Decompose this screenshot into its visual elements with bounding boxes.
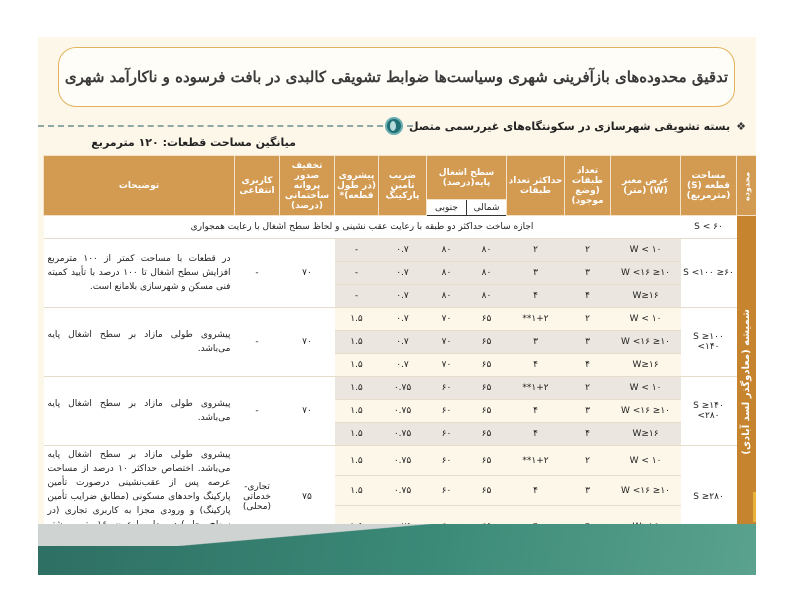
permit-discount-cell: ۷۰: [280, 377, 335, 446]
section-title: بسته تشویقی شهرسازی در سکونتگاه‌های غیررسمی متصل: [408, 119, 731, 133]
north-coverage-cell: ۶۵: [467, 423, 507, 446]
header-road-width: عرض معبر (W) (متر): [611, 156, 681, 216]
parking-factor-cell: ۰.۷: [379, 308, 427, 331]
title-box: [58, 47, 735, 107]
header-permit-discount: تخفیف صدور پروانه ساختمانی (درصد): [280, 156, 335, 216]
max-floors-cell: ۴: [507, 476, 565, 506]
notes-cell: در قطعات با مساحت کمتر از ۱۰۰ مترمربع افزایش سطح اشغال تا ۱۰۰ درصد با تأیید کمیته فنی مسکن و شهرسازی بلامانع است.: [44, 239, 235, 308]
header-base-coverage: سطح اشغال پایه(درصد): [427, 156, 507, 200]
lot-area-cell: ۱۴۰≤ S <۲۸۰: [681, 377, 737, 446]
max-floors-cell: ۱+۲**: [507, 308, 565, 331]
north-coverage-cell: ۶۵: [467, 377, 507, 400]
road-width-cell: W < ۱۰: [611, 308, 681, 331]
floors-existing-cell: ۲: [565, 239, 611, 262]
floors-existing-cell: ۴: [565, 354, 611, 377]
transfer-use-cell: -: [235, 239, 280, 308]
south-coverage-cell: ۶۰: [427, 400, 467, 423]
floors-existing-cell: ۴: [565, 423, 611, 446]
south-coverage-cell: ۷۰: [427, 331, 467, 354]
header-zone: محدوده: [737, 156, 757, 216]
transfer-use-cell: تجاری- خدماتی (محلی): [235, 446, 280, 549]
lot-area-cell: S < ۶۰: [681, 216, 737, 239]
transfer-use-cell: -: [235, 308, 280, 377]
average-area-label: میانگین مساحت قطعات: ۱۲۰ مترمربع: [91, 136, 296, 149]
setback-cell: ۱.۵: [335, 446, 379, 476]
transfer-use-cell: -: [235, 377, 280, 446]
lot-area-cell: S ≥۲۸۰: [681, 446, 737, 549]
south-coverage-cell: ۸۰: [427, 285, 467, 308]
accent-bar: [753, 492, 756, 522]
parking-factor-cell: ۰.۷۵: [379, 446, 427, 476]
max-floors-cell: ۱+۲**: [507, 446, 565, 476]
parking-factor-cell: ۰.۷۵: [379, 476, 427, 506]
parking-factor-cell: ۰.۷: [379, 239, 427, 262]
floors-existing-cell: ۲: [565, 377, 611, 400]
setback-cell: ۱.۵: [335, 308, 379, 331]
max-floors-cell: ۳: [507, 331, 565, 354]
road-width-cell: W < ۱۰: [611, 377, 681, 400]
max-floors-cell: ۱+۲**: [507, 377, 565, 400]
road-width-cell: ۱۰≤ W <۱۶: [611, 400, 681, 423]
setback-cell: -: [335, 285, 379, 308]
parking-factor-cell: ۰.۷: [379, 285, 427, 308]
header-south: جنوبی: [427, 200, 467, 216]
max-floors-cell: ۲: [507, 239, 565, 262]
parking-factor-cell: ۰.۷۵: [379, 423, 427, 446]
south-coverage-cell: ۷۰: [427, 354, 467, 377]
north-coverage-cell: ۸۰: [467, 239, 507, 262]
permit-discount-cell: ۷۵: [280, 446, 335, 549]
setback-cell: ۱.۵: [335, 331, 379, 354]
floors-existing-cell: ۳: [565, 400, 611, 423]
header-north: شمالی: [467, 200, 507, 216]
slide: [38, 37, 756, 575]
notes-cell: پیشروی طولی مازاد بر سطح اشغال پایه می‌باشد.: [44, 377, 235, 446]
road-width-cell: W≥۱۶: [611, 354, 681, 377]
header-parking-factor: ضریب تأمین پارکینگ: [379, 156, 427, 216]
north-coverage-cell: ۶۵: [467, 308, 507, 331]
setback-cell: -: [335, 239, 379, 262]
footer-band: [38, 524, 756, 575]
notes-cell: پیشروی طولی مازاد بر سطح اشغال پایه می‌باشد. اختصاص حداکثر ۱۰ درصد از مساحت عرصه پس از عقب‌نشینی درصورت تأمین پارکینگ واحدهای مسکونی (مطابق ضرایب تأمین پارکینگ) و ورودی مجزا به کاربری تجاری (در: [44, 446, 235, 549]
parking-factor-cell: ۰.۷۵: [379, 400, 427, 423]
permit-discount-cell: ۷۰: [280, 239, 335, 308]
south-coverage-cell: ۷۰: [427, 308, 467, 331]
max-floors-cell: ۳: [507, 262, 565, 285]
section-heading: [385, 117, 746, 135]
north-coverage-cell: ۸۰: [467, 262, 507, 285]
floors-existing-cell: ۳: [565, 262, 611, 285]
road-width-cell: W≥۱۶: [611, 285, 681, 308]
header-lot-area: مساحت قطعه (S) (مترمربع): [681, 156, 737, 216]
permit-discount-cell: ۷۰: [280, 308, 335, 377]
disc-icon: [385, 117, 403, 135]
small-lot-note: اجازه ساخت حداکثر دو طبقه با رعایت عقب نشینی و لحاظ سطح اشغال با رعایت همجواری: [44, 216, 681, 239]
table-row: [44, 216, 757, 239]
max-floors-cell: ۴: [507, 423, 565, 446]
table-row: [44, 446, 757, 476]
bullet-icon: ❖: [736, 119, 746, 133]
floors-existing-cell: ۲: [565, 308, 611, 331]
header-max-floors: حداکثر تعداد طبقات: [507, 156, 565, 216]
header-setback: پیشروی (در طول قطعه)*: [335, 156, 379, 216]
north-coverage-cell: ۶۵: [467, 400, 507, 423]
zone-label: شمیشه (معادوگذر لسد آبادی): [741, 309, 752, 455]
table-row: [44, 308, 757, 331]
header-transfer-use: کاربری انتفاعی: [235, 156, 280, 216]
notes-cell: پیشروی طولی مازاد بر سطح اشغال پایه می‌باشد.: [44, 308, 235, 377]
max-floors-cell: ۴: [507, 400, 565, 423]
setback-cell: ۱.۵: [335, 354, 379, 377]
south-coverage-cell: ۸۰: [427, 262, 467, 285]
road-width-cell: ۱۰≤ W <۱۶: [611, 476, 681, 506]
header-notes: توضیحات: [44, 156, 235, 216]
road-width-cell: ۱۰≤ W <۱۶: [611, 331, 681, 354]
floors-existing-cell: ۳: [565, 331, 611, 354]
parking-factor-cell: ۰.۷: [379, 354, 427, 377]
table-row: [44, 239, 757, 262]
setback-cell: ۱.۵: [335, 423, 379, 446]
regulations-table-wrap: [43, 155, 756, 549]
lot-area-cell: ۶۰≤ S <۱۰۰: [681, 239, 737, 308]
north-coverage-cell: ۶۵: [467, 476, 507, 506]
north-coverage-cell: ۸۰: [467, 285, 507, 308]
floors-existing-cell: ۴: [565, 285, 611, 308]
setback-cell: -: [335, 262, 379, 285]
floors-existing-cell: ۳: [565, 476, 611, 506]
south-coverage-cell: ۶۰: [427, 446, 467, 476]
road-width-cell: W≥۱۶: [611, 423, 681, 446]
setback-cell: ۱.۵: [335, 400, 379, 423]
lot-area-cell: ۱۰۰≤ S <۱۴۰: [681, 308, 737, 377]
max-floors-cell: ۴: [507, 285, 565, 308]
south-coverage-cell: ۸۰: [427, 239, 467, 262]
parking-factor-cell: ۰.۷۵: [379, 377, 427, 400]
road-width-cell: ۱۰≤ W <۱۶: [611, 262, 681, 285]
table-row: [44, 377, 757, 400]
setback-cell: ۱.۵: [335, 377, 379, 400]
floors-existing-cell: ۲: [565, 446, 611, 476]
north-coverage-cell: ۶۵: [467, 331, 507, 354]
dashed-divider: [38, 125, 413, 127]
parking-factor-cell: ۰.۷: [379, 331, 427, 354]
setback-cell: ۱.۵: [335, 476, 379, 506]
regulations-table: [43, 155, 756, 549]
header-floors-existing: تعداد طبقات (وضع موجود): [565, 156, 611, 216]
south-coverage-cell: ۶۰: [427, 377, 467, 400]
road-width-cell: W < ۱۰: [611, 239, 681, 262]
road-width-cell: W < ۱۰: [611, 446, 681, 476]
max-floors-cell: ۴: [507, 354, 565, 377]
north-coverage-cell: ۶۵: [467, 354, 507, 377]
page-title: تدقیق محدوده‌های بازآفرینی شهری وسیاست‌ها ضوابط تشویقی کالبدی در بافت فرسوده و ناکارآمد شهری: [64, 68, 729, 86]
south-coverage-cell: ۶۰: [427, 423, 467, 446]
north-coverage-cell: ۶۵: [467, 446, 507, 476]
south-coverage-cell: ۶۰: [427, 476, 467, 506]
parking-factor-cell: ۰.۷: [379, 262, 427, 285]
